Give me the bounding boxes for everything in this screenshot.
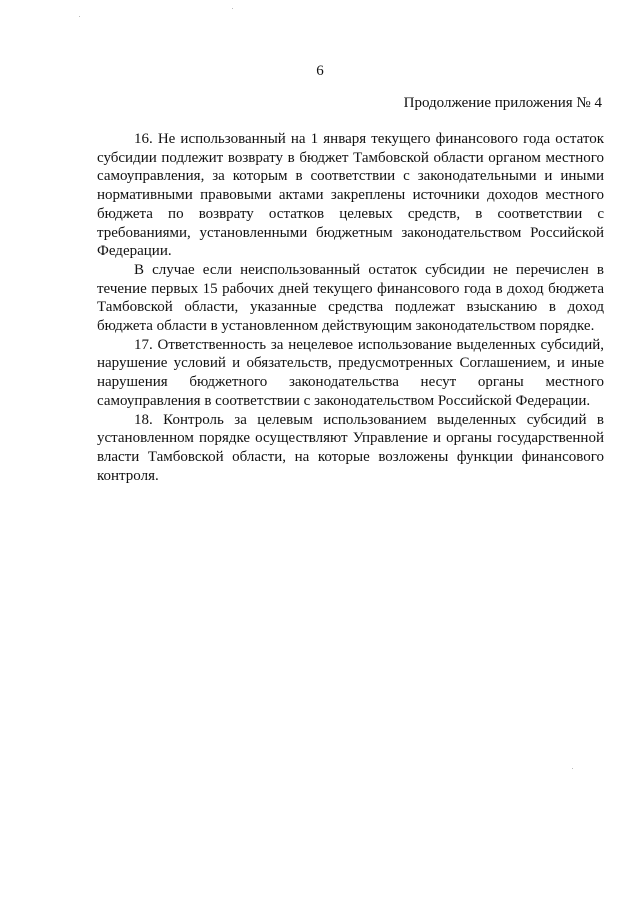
paragraph-16: 16. Не использованный на 1 января текущего финансового года остаток субсидии подлежит возврату в бюджет Тамбовской области органом местного самоуправления, за которым в соответствии с законодательными и иными нормативными правовыми актами закреплены источники доходов местного бюджета по возврату остатков целевых средств, в соответствии с требованиями, установленными бюджетным законодательством Российской Федерации. xyxy=(97,131,604,260)
document-body xyxy=(97,130,604,485)
scan-speck xyxy=(79,16,80,17)
appendix-heading: Продолжение приложения № 4 xyxy=(403,95,602,111)
page-number: 6 xyxy=(316,63,324,79)
paragraph-16-continuation: В случае если неиспользованный остаток субсидии не перечислен в течение первых 15 рабочих дней текущего финансового года в доход бюджета Тамбовской области, указанные средства подлежат взысканию в доход бюджета области в установленном действующим законодательством порядке. xyxy=(97,261,604,335)
scan-speck xyxy=(232,8,233,9)
paragraph-18: 18. Контроль за целевым использованием выделенных субсидий в установленном порядке осуществляют Управление и органы государственной власти Тамбовской области, на которые возложены функции финансового контроля. xyxy=(97,411,604,484)
paragraph-17: 17. Ответственность за нецелевое использование выделенных субсидий, нарушение условий и обязательств, предусмотренных Соглашением, и иные нарушения бюджетного законодательства несут органы местного самоуправления в соответствии с законодательством Российской Федерации. xyxy=(97,336,604,409)
scan-speck xyxy=(572,768,573,769)
